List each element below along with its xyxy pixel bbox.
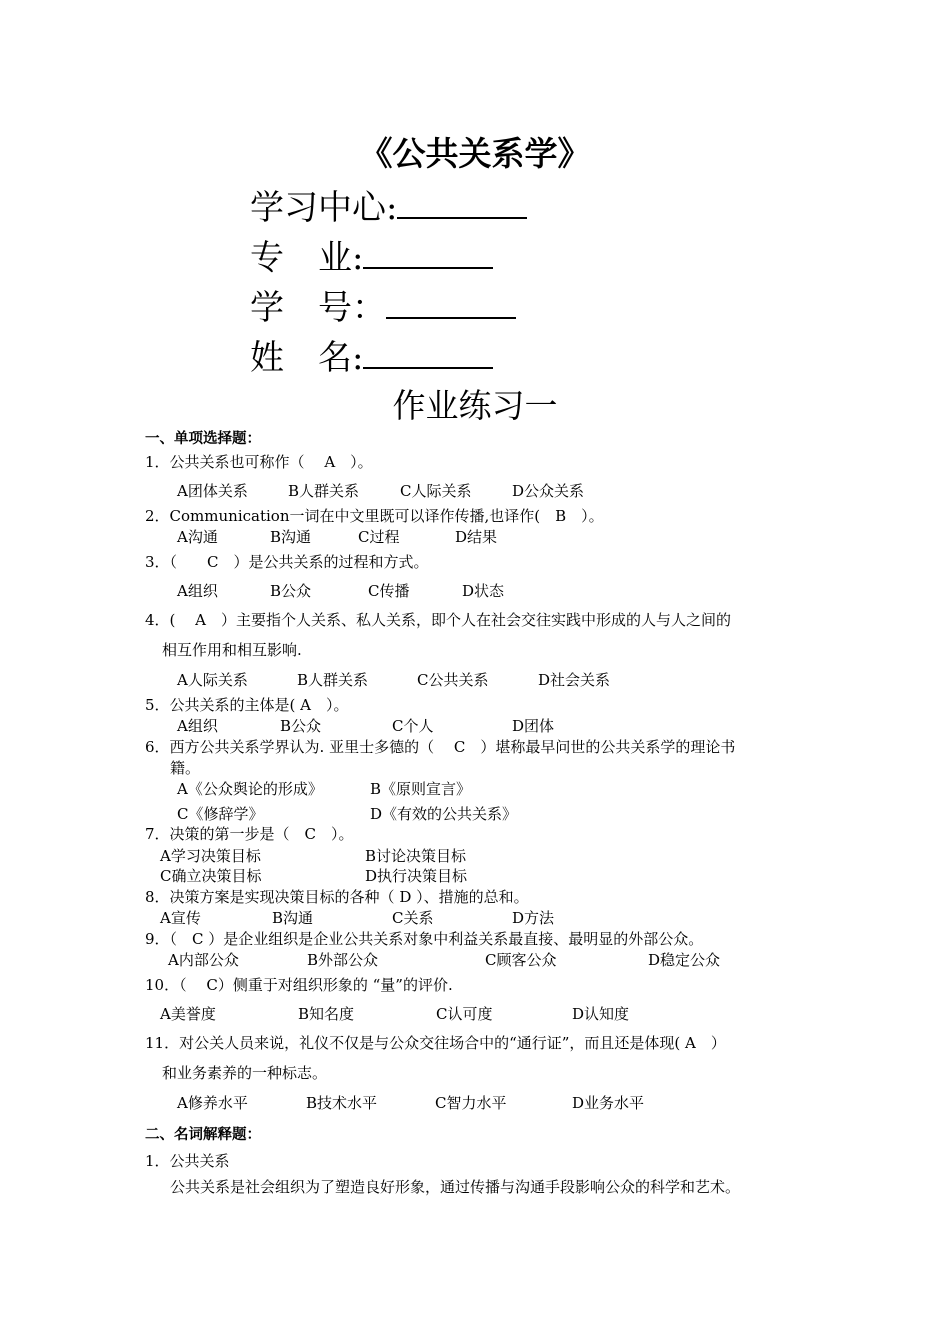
document-title: 《公共关系学》	[359, 134, 591, 173]
field-major	[250, 230, 493, 279]
q9-option-c: C顾客公众	[485, 951, 557, 969]
q10-option-c: C认可度	[436, 1005, 493, 1023]
field-name-label: 姓 名:	[250, 338, 364, 378]
q6-option-d: D《有效的公共关系》	[370, 805, 518, 823]
q11-option-a: A修养水平	[177, 1094, 248, 1112]
q3-option-b: B公众	[270, 582, 312, 600]
section1-heading: 一、单项选择题：	[145, 430, 261, 447]
q8-option-d: D方法	[512, 909, 555, 927]
q1-option-b: B人群关系	[288, 482, 360, 500]
q3-option-d: D状态	[462, 582, 505, 600]
question-2: 2．Communication一词在中文里既可以译作传播,也译作( B ）。	[145, 507, 604, 525]
q11-option-d: D业务水平	[572, 1094, 645, 1112]
q9-option-a: A内部公众	[168, 951, 239, 969]
term-1-answer: 公共关系是社会组织为了塑造良好形象，通过传播与沟通手段影响公众的科学和艺术。	[170, 1178, 741, 1196]
question-4: 4．( A ）主要指个人关系、私人关系，即个人在社会交往实践中形成的人与人之间的	[145, 611, 732, 629]
field-name-blank[interactable]	[363, 337, 493, 369]
question-10: 10．（ C）侧重于对组织形象的 “量”的评价.	[145, 976, 453, 994]
field-name	[250, 330, 493, 379]
q1-option-c: C人际关系	[400, 482, 472, 500]
q7-option-b: B讨论决策目标	[365, 847, 467, 865]
section2-heading: 二、名词解释题：	[145, 1126, 261, 1143]
q11-option-c: C智力水平	[435, 1094, 507, 1112]
q7-option-c: C确立决策目标	[160, 867, 262, 885]
q5-option-d: D团体	[512, 717, 555, 735]
q2-option-b: B沟通	[270, 528, 312, 546]
document-subtitle: 作业练习一	[392, 386, 558, 425]
q4-option-b: B人群关系	[297, 671, 369, 689]
term-1: 1．公共关系	[145, 1152, 230, 1170]
q5-option-a: A组织	[177, 717, 218, 735]
q4-option-a: A人际关系	[177, 671, 248, 689]
q10-option-b: B知名度	[298, 1005, 355, 1023]
q8-option-a: A宣传	[160, 909, 201, 927]
field-center-label: 学习中心:	[250, 188, 398, 228]
question-4-cont: 相互作用和相互影响.	[162, 641, 302, 659]
q3-option-c: C传播	[368, 582, 410, 600]
q4-option-d: D社会关系	[538, 671, 611, 689]
q4-option-c: C公共关系	[417, 671, 489, 689]
field-major-blank[interactable]	[363, 237, 493, 269]
q5-option-c: C个人	[392, 717, 434, 735]
q8-option-c: C关系	[392, 909, 434, 927]
question-11-cont: 和业务素养的一种标志。	[162, 1064, 328, 1082]
field-student-id-blank[interactable]	[386, 287, 516, 319]
question-1: 1．公共关系也可称作（ A ）。	[145, 453, 373, 471]
question-6: 6．西方公共关系学界认为. 亚里士多德的（ C ）堪称最早问世的公共关系学的理论书	[145, 738, 736, 756]
q9-option-d: D稳定公众	[648, 951, 721, 969]
q6-option-c: C《修辞学》	[177, 805, 264, 823]
field-center-blank[interactable]	[397, 187, 527, 219]
question-3: 3．（ C ）是公共关系的过程和方式。	[145, 553, 429, 571]
q5-option-b: B公众	[280, 717, 322, 735]
q10-option-a: A美誉度	[160, 1005, 216, 1023]
field-student-id	[250, 280, 516, 329]
q10-option-d: D认知度	[572, 1005, 630, 1023]
question-7: 7．决策的第一步是（ C ）。	[145, 825, 354, 843]
q9-option-b: B外部公众	[307, 951, 379, 969]
field-center	[250, 180, 527, 229]
q7-option-d: D执行决策目标	[365, 867, 468, 885]
question-9: 9．（ C ）是企业组织是企业公共关系对象中利益关系最直接、最明显的外部公众。	[145, 930, 704, 948]
field-major-label: 专 业:	[250, 238, 364, 278]
q6-option-a: A《公众舆论的形成》	[177, 780, 323, 798]
question-11: 11．对公关人员来说，礼仪不仅是与公众交往场合中的“通行证”，而且还是体现( A ）	[145, 1034, 726, 1052]
q2-option-a: A沟通	[177, 528, 218, 546]
q2-option-d: D结果	[455, 528, 498, 546]
q8-option-b: B沟通	[272, 909, 314, 927]
q11-option-b: B技术水平	[306, 1094, 378, 1112]
question-6-cont: 籍。	[170, 759, 201, 777]
q7-option-a: A学习决策目标	[160, 847, 261, 865]
q1-option-a: A团体关系	[177, 482, 248, 500]
q1-option-d: D公众关系	[512, 482, 585, 500]
q2-option-c: C过程	[358, 528, 400, 546]
field-student-id-label: 学 号：	[250, 288, 386, 328]
q3-option-a: A组织	[177, 582, 218, 600]
question-8: 8．决策方案是实现决策目标的各种（ D ）、措施的总和。	[145, 888, 529, 906]
q6-option-b: B《原则宣言》	[370, 780, 472, 798]
question-5: 5．公共关系的主体是( A ）。	[145, 696, 349, 714]
